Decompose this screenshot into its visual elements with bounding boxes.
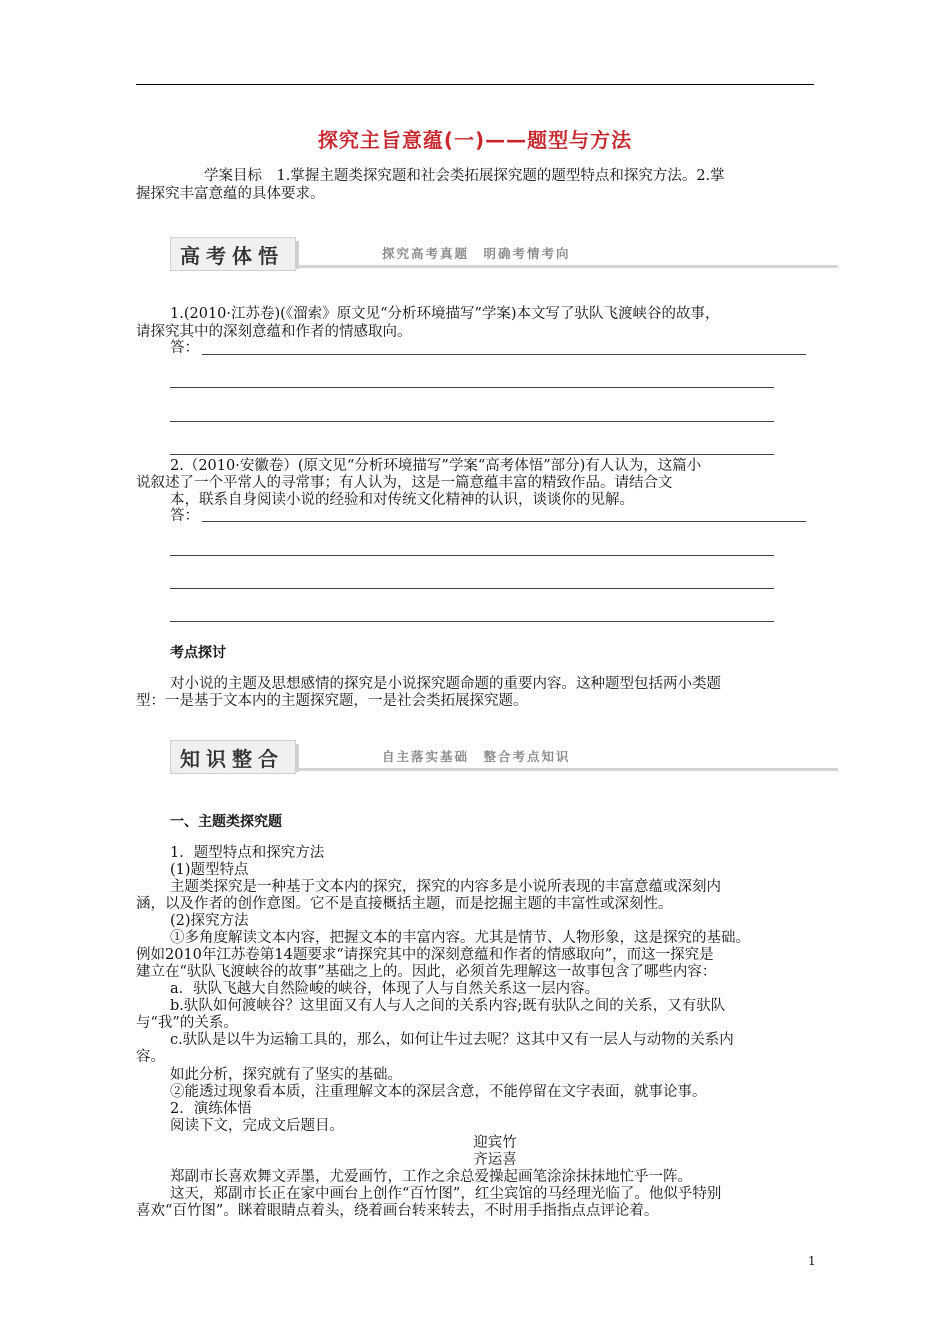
section1-line: 如此分析，探究就有了坚实的基础。 [170,1067,402,1083]
q1-answer-line-1[interactable] [202,354,806,355]
section1-line: 主题类探究是一种基于文本内的探究，探究的内容多是小说所表现的丰富意蕴或深刻内 [170,879,721,895]
q1-line-1: 1.(2010·江苏卷)(《溜索》原文见“分析环境描写”学案)本文写了驮队飞渡峡谷的故事， [170,306,720,322]
page-title: 探究主旨意蕴(一)——题型与方法 [317,128,633,152]
section1-line: (2)探究方法 [170,913,249,929]
banner-zhishi [170,740,838,774]
page-number: 1 [808,1254,816,1268]
q1-answer-line-4[interactable] [170,454,774,455]
q2-answer-line-3[interactable] [170,588,774,589]
section1-line: 与“我”的关系。 [136,1015,238,1031]
section1-line: b.驮队如何渡峡谷？这里面又有人与人之间的关系内容;既有驮队之间的关系，又有驮队 [170,998,726,1014]
banner-label: 知识整合 [180,747,284,771]
header-rule [136,84,814,85]
q1-line-2: 请探究其中的深刻意蕴和作者的情感取向。 [136,324,412,340]
q2-line-3: 本，联系自身阅读小说的经验和对传统文化精神的认识，谈谈你的见解。 [170,492,634,508]
goal-line-2: 握探究丰富意蕴的具体要求。 [136,186,325,202]
section1-line: 容。 [136,1049,165,1065]
section1-line: 2．演练体悟 [170,1101,252,1117]
section1-heading: 一、主题类探究题 [170,814,282,830]
kaodian-line-2: 型：一是基于文本内的主题探究题，一是社会类拓展探究题。 [136,693,528,709]
section1-line: 例如2010年江苏卷第14题要求“请探究其中的深刻意蕴和作者的情感取向”，而这一探究是 [136,947,714,963]
banner-gaokao [170,237,838,271]
banner-line [298,768,838,771]
q1-answer-label: 答： [170,340,199,356]
q2-answer-line-1[interactable] [202,521,806,522]
section1-line: (1)题型特点 [170,862,249,878]
section1-line: 涵，以及作者的创作意图。它不是直接概括主题，而是挖掘主题的丰富性或深刻性。 [136,896,673,912]
story-author: 齐运喜 [473,1152,517,1168]
banner-subtitle: 自主落实基础 整合考点知识 [382,749,571,764]
story-paragraph-2a: 这天，郑副市长正在家中画台上创作“百竹图”，红尘宾馆的马经理光临了。他似乎特别 [170,1186,722,1202]
section1-line: a．驮队飞越大自然险峻的峡谷，体现了人与自然关系这一层内容。 [170,981,600,997]
section1-line: 1．题型特点和探究方法 [170,845,325,861]
q2-answer-line-4[interactable] [170,621,774,622]
section1-line: c.驮队是以牛为运输工具的，那么，如何让牛过去呢？这其中又有一层人与动物的关系内 [170,1032,734,1048]
goal-line-1: 学案目标 1.掌握主题类探究题和社会类拓展探究题的题型特点和探究方法。2.掌 [204,168,725,184]
story-title: 迎宾竹 [473,1135,517,1151]
section1-line: ①多角度解读文本内容，把握文本的丰富内容。尤其是情节、人物形象，这是探究的基础。 [170,930,750,946]
q2-answer-label: 答： [170,508,199,524]
section1-line: 建立在“驮队飞渡峡谷的故事”基础之上的。因此，必须首先理解这一故事包含了哪些内容： [136,964,717,980]
section1-line: 阅读下文，完成文后题目。 [170,1118,344,1134]
kaodian-heading: 考点探讨 [170,645,226,661]
q2-answer-line-2[interactable] [170,555,774,556]
q2-line-2: 说叙述了一个平常人的寻常事；有人认为，这是一篇意蕴丰富的精致作品。请结合文 [136,475,673,491]
banner-subtitle: 探究高考真题 明确考情考向 [382,246,571,261]
story-paragraph-2b: 喜欢“百竹图”。眯着眼睛点着头，绕着画台转来转去，不时用手指指点点评论着。 [136,1203,659,1219]
story-paragraph-1: 郑副市长喜欢舞文弄墨，尤爱画竹，工作之余总爱操起画笔涂涂抹抹地忙乎一阵。 [170,1169,692,1185]
kaodian-line-1: 对小说的主题及思想感情的探究是小说探究题命题的重要内容。这种题型包括两小类题 [170,676,721,692]
q2-line-1: 2.（2010·安徽卷）(原文见“分析环境描写”学案“高考体悟”部分)有人认为，这篇小 [170,458,702,474]
section1-line: ②能透过现象看本质，注重理解文本的深层含意，不能停留在文字表面，就事论事。 [170,1084,707,1100]
q1-answer-line-2[interactable] [170,387,774,388]
banner-line [298,265,838,268]
banner-label: 高考体悟 [180,244,284,268]
q1-answer-line-3[interactable] [170,421,774,422]
